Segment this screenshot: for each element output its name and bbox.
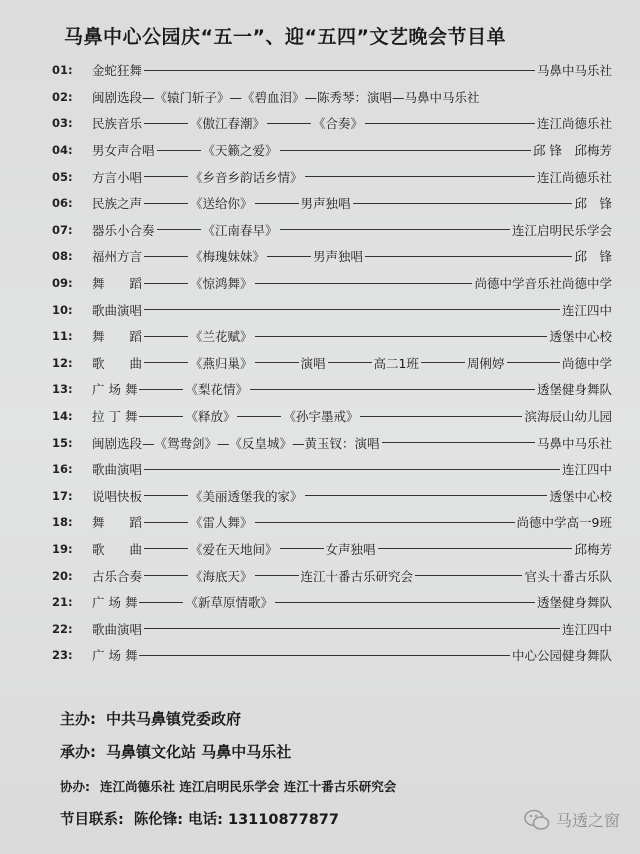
program-text: 歌曲演唱 <box>92 302 143 318</box>
program-text: 透堡健身舞队 <box>536 595 612 611</box>
leader-line <box>360 416 522 417</box>
program-number: 09: <box>52 276 73 291</box>
program-content <box>92 114 612 132</box>
program-number: 22: <box>52 621 73 636</box>
program-row <box>52 110 612 137</box>
program-row <box>52 589 612 616</box>
host-line <box>60 708 251 729</box>
leader-line <box>507 362 560 363</box>
program-text: 中心公园健身舞队 <box>511 648 612 664</box>
program-text: 《美丽透堡我的家》 <box>190 488 303 504</box>
program-text: 舞 蹈 <box>92 329 143 345</box>
program-row <box>52 57 612 84</box>
program-text: 歌曲演唱 <box>92 621 143 637</box>
leader-line <box>280 150 531 151</box>
program-content <box>92 513 612 531</box>
program-content <box>92 61 612 79</box>
leader-line <box>144 309 560 310</box>
leader-line <box>157 229 201 230</box>
program-text: 器乐小合奏 <box>92 222 155 238</box>
program-text: 马鼻中马乐社 <box>536 435 612 451</box>
program-text: 金蛇狂舞 <box>92 63 143 79</box>
program-text: 连江尚德乐社 <box>536 116 612 132</box>
program-content <box>92 593 612 611</box>
organizer-value: 马鼻镇文化站 马鼻中马乐社 <box>106 743 292 761</box>
program-row <box>52 270 612 297</box>
leader-line <box>139 655 510 656</box>
program-text: 连江四中 <box>561 462 612 478</box>
program-text: 《天籁之爱》 <box>202 143 278 159</box>
program-content <box>92 407 612 425</box>
program-row <box>52 296 612 323</box>
program-row <box>52 562 612 589</box>
program-text: 《兰花赋》 <box>190 329 253 345</box>
leader-line <box>144 283 188 284</box>
program-number: 07: <box>52 222 73 237</box>
program-text: 马鼻中马乐社 <box>536 63 612 79</box>
program-text: 闽剧选段—《鸳鸯剑》—《反皇城》—黄玉钗：演唱 <box>92 435 380 451</box>
leader-line <box>255 283 473 284</box>
leader-line <box>144 548 188 549</box>
program-text: 邱梅芳 <box>574 541 612 557</box>
program-text: 男声独唱 <box>313 249 364 265</box>
program-number: 02: <box>52 89 73 104</box>
program-row <box>52 323 612 350</box>
page-title: 马鼻中心公园庆“五一”、迎“五四”文艺晚会节目单 <box>64 26 506 48</box>
organizer-label: 承办: <box>60 743 96 761</box>
program-number: 20: <box>52 568 73 583</box>
program-text: 《傲江春潮》 <box>190 116 266 132</box>
leader-line <box>353 203 573 204</box>
program-text: 民族之声 <box>92 196 143 212</box>
program-content <box>92 487 612 505</box>
leader-line <box>275 602 535 603</box>
program-row <box>52 163 612 190</box>
program-text: 《送给你》 <box>190 196 253 212</box>
leader-line <box>144 256 188 257</box>
leader-line <box>144 203 188 204</box>
program-text: 男声独唱 <box>300 196 351 212</box>
program-number: 10: <box>52 302 73 317</box>
program-number: 01: <box>52 63 73 78</box>
program-text: 拉 丁 舞 <box>92 409 138 425</box>
program-number: 19: <box>52 541 73 556</box>
leader-line <box>280 548 324 549</box>
leader-line <box>255 575 299 576</box>
program-text: 连江启明民乐学会 <box>511 222 612 238</box>
program-row <box>52 350 612 377</box>
program-text: 民族音乐 <box>92 116 143 132</box>
program-text: 《爱在天地间》 <box>190 541 278 557</box>
program-text: 《释放》 <box>185 409 236 425</box>
program-text: 连江四中 <box>561 621 612 637</box>
leader-line <box>237 416 281 417</box>
program-text: 透堡健身舞队 <box>536 382 612 398</box>
program-number: 17: <box>52 488 73 503</box>
program-content <box>92 646 612 664</box>
program-text: 演唱 <box>300 355 326 371</box>
program-content <box>92 434 612 452</box>
program-row <box>52 243 612 270</box>
contact-line <box>60 808 349 829</box>
program-row <box>52 615 612 642</box>
program-text: 《合奏》 <box>313 116 364 132</box>
program-number: 05: <box>52 169 73 184</box>
program-text: 《海底天》 <box>190 568 253 584</box>
program-text: 透堡中心校 <box>549 329 612 345</box>
program-text: 《梅瑰妹妹》 <box>190 249 266 265</box>
leader-line <box>144 123 188 124</box>
program-number: 11: <box>52 329 73 344</box>
program-content <box>92 327 612 345</box>
leader-line <box>255 362 299 363</box>
program-text: 邱 锋 <box>574 196 612 212</box>
leader-line <box>144 628 560 629</box>
program-content <box>92 168 612 186</box>
leader-line <box>157 150 201 151</box>
leader-line <box>382 442 535 443</box>
program-text: 闽剧选段—《辕门斩子》—《碧血泪》—陈秀琴：演唱—马鼻中马乐社 <box>92 89 480 105</box>
program-text: 广 场 舞 <box>92 382 138 398</box>
program-text: 《雷人舞》 <box>190 515 253 531</box>
program-text: 《梨花情》 <box>185 382 248 398</box>
program-text: 官头十番古乐队 <box>524 568 612 584</box>
program-text: 《新草原情歌》 <box>185 595 273 611</box>
wechat-watermark <box>524 808 620 831</box>
program-number: 04: <box>52 143 73 158</box>
leader-line <box>144 336 188 337</box>
program-number: 03: <box>52 116 73 131</box>
program-text: 周俐婷 <box>467 355 505 371</box>
program-text: 舞 蹈 <box>92 276 143 292</box>
leader-line <box>305 176 535 177</box>
program-row <box>52 536 612 563</box>
leader-line <box>255 203 299 204</box>
program-number: 23: <box>52 648 73 663</box>
program-text: 广 场 舞 <box>92 595 138 611</box>
program-content <box>92 141 612 159</box>
leader-line <box>139 416 183 417</box>
program-number: 14: <box>52 409 73 424</box>
program-number: 06: <box>52 196 73 211</box>
program-number: 21: <box>52 595 73 610</box>
program-number: 15: <box>52 435 73 450</box>
program-text: 《孙宇墨戒》 <box>283 409 359 425</box>
leader-line <box>144 575 188 576</box>
program-text: 女声独唱 <box>325 541 376 557</box>
program-row <box>52 509 612 536</box>
program-content <box>92 274 612 292</box>
program-text: 《惊鸿舞》 <box>190 276 253 292</box>
leader-line <box>267 256 311 257</box>
program-content <box>92 567 612 585</box>
contact-value: 陈伦锋: 电话: 13110877877 <box>133 812 339 828</box>
leader-line <box>144 522 188 523</box>
program-row <box>52 403 612 430</box>
program-text: 歌曲演唱 <box>92 462 143 478</box>
program-content <box>92 247 612 265</box>
program-number: 12: <box>52 355 73 370</box>
program-content <box>92 380 612 398</box>
host-label: 主办: <box>60 710 96 728</box>
program-text: 邱 锋 <box>574 249 612 265</box>
program-row <box>52 456 612 483</box>
program-row <box>52 137 612 164</box>
program-text: 连江四中 <box>561 302 612 318</box>
program-text: 舞 蹈 <box>92 515 143 531</box>
program-row <box>52 376 612 403</box>
program-text: 尚德中学 <box>561 355 612 371</box>
leader-line <box>328 362 372 363</box>
program-text: 古乐合奏 <box>92 568 143 584</box>
program-text: 滨海辰山幼儿园 <box>524 409 612 425</box>
program-number: 16: <box>52 462 73 477</box>
program-text: 福州方言 <box>92 249 143 265</box>
program-text: 男女声合唱 <box>92 143 155 159</box>
organizer-line <box>60 741 301 762</box>
program-text: 说唱快板 <box>92 488 143 504</box>
program-text: 尚德中学高一9班 <box>516 515 612 531</box>
leader-line <box>144 70 535 71</box>
leader-line <box>415 575 522 576</box>
program-content <box>92 301 612 319</box>
leader-line <box>144 362 188 363</box>
program-number: 08: <box>52 249 73 264</box>
program-text: 广 场 舞 <box>92 648 138 664</box>
program-row <box>52 642 612 669</box>
leader-line <box>255 336 548 337</box>
program-content <box>92 540 612 558</box>
program-text: 歌 曲 <box>92 355 143 371</box>
host-value: 中共马鼻镇党委政府 <box>106 710 242 728</box>
program-content <box>92 620 612 638</box>
program-content <box>92 354 612 372</box>
program-text: 《江南春早》 <box>202 222 278 238</box>
leader-line <box>144 176 188 177</box>
program-text: 透堡中心校 <box>549 488 612 504</box>
program-row <box>52 483 612 510</box>
co-organizer-line <box>60 777 406 795</box>
program-text: 方言小唱 <box>92 169 143 185</box>
leader-line <box>280 229 510 230</box>
program-text: 连江尚德乐社 <box>536 169 612 185</box>
program-text: 邱 锋 邱梅芳 <box>533 143 612 159</box>
leader-line <box>144 469 560 470</box>
wechat-icon <box>524 809 550 831</box>
program-text: 高二1班 <box>373 355 419 371</box>
contact-label: 节目联系: <box>60 812 124 828</box>
leader-line <box>255 522 515 523</box>
program-content <box>92 194 612 212</box>
program-text: 连江十番古乐研究会 <box>300 568 414 584</box>
program-content <box>92 88 612 106</box>
program-list <box>52 57 612 669</box>
leader-line <box>378 548 573 549</box>
program-row <box>52 429 612 456</box>
co-organizer-label: 协办: <box>60 779 90 794</box>
program-text: 尚德中学音乐社尚德中学 <box>474 276 612 292</box>
leader-line <box>139 602 183 603</box>
program-text: 歌 曲 <box>92 541 143 557</box>
leader-line <box>365 256 572 257</box>
program-row <box>52 217 612 244</box>
program-row <box>52 84 612 111</box>
leader-line <box>250 389 535 390</box>
program-content <box>92 221 612 239</box>
brand-name: 马透之窗 <box>555 811 620 830</box>
program-number: 13: <box>52 382 73 397</box>
program-content <box>92 460 612 478</box>
program-row <box>52 190 612 217</box>
leader-line <box>139 389 183 390</box>
program-number: 18: <box>52 515 73 530</box>
leader-line <box>305 495 548 496</box>
leader-line <box>421 362 465 363</box>
program-text: 《乡音乡韵话乡情》 <box>190 169 303 185</box>
co-organizer-value: 连江尚德乐社 连江启明民乐学会 连江十番古乐研究会 <box>100 779 397 794</box>
program-text: 《燕归巢》 <box>190 355 253 371</box>
leader-line <box>267 123 311 124</box>
leader-line <box>365 123 535 124</box>
leader-line <box>144 495 188 496</box>
